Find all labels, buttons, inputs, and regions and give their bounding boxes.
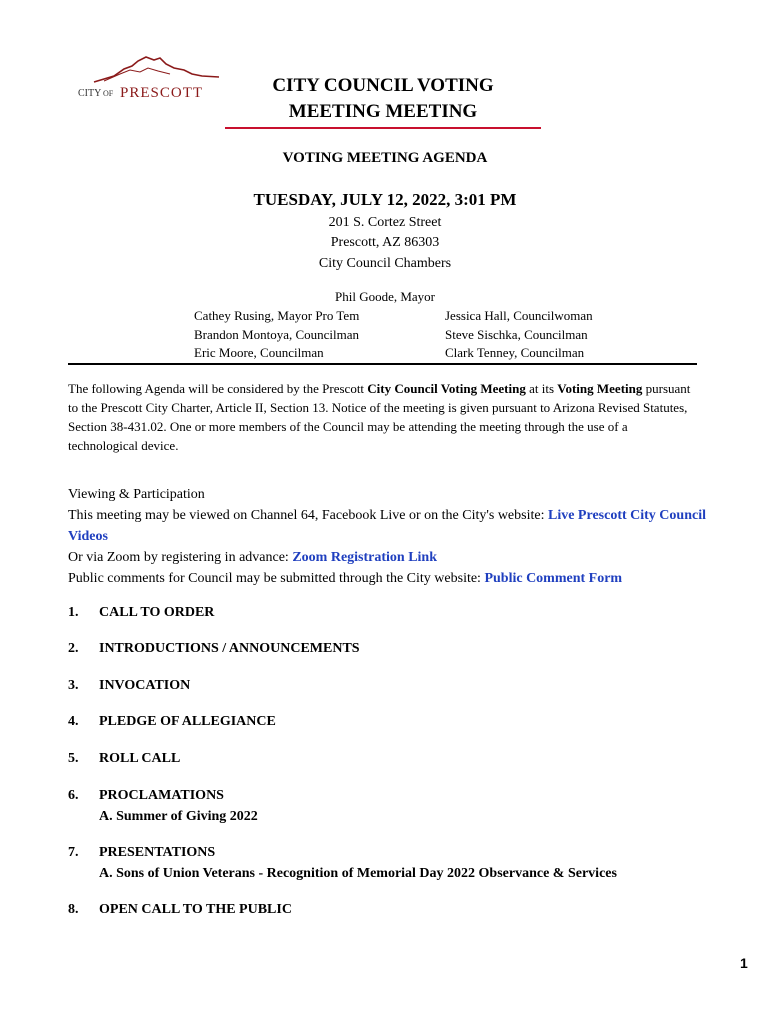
agenda-item-title: INVOCATION — [99, 678, 191, 693]
address-line-2: Prescott, AZ 86303 — [330, 235, 440, 250]
intro-text: The following Agenda will be considered by the Prescott — [68, 381, 368, 396]
title-line-2: MEETING MEETING — [288, 101, 478, 122]
agenda-sub-item: A. Sons of Union Veterans - Recognition of Memorial Day 2022 Observance & Services — [99, 866, 617, 881]
council-member: Cathey Rusing, Mayor Pro Tem — [194, 308, 360, 323]
viewing-line-comments — [68, 568, 708, 589]
council-member: Jessica Hall, Councilwoman — [445, 308, 593, 323]
agenda-item-title: PLEDGE OF ALLEGIANCE — [99, 714, 276, 729]
page-title — [225, 73, 541, 125]
agenda-heading: VOTING MEETING AGENDA — [282, 150, 488, 166]
intro-text: at its — [525, 381, 558, 396]
title-underline — [225, 127, 541, 129]
council-member: Eric Moore, Councilman — [194, 345, 324, 360]
mountain-logo-icon — [74, 52, 224, 102]
intro-bold-meeting: City Council Voting Meeting — [367, 381, 526, 396]
page-number: 1 — [740, 955, 748, 971]
title-line-1: CITY COUNCIL VOTING — [272, 75, 494, 96]
agenda-item-title: PROCLAMATIONS — [99, 788, 224, 803]
intro-paragraph — [68, 379, 698, 455]
intro-text: pursuant to the Prescott City Charter, Article II, Section 13. Notice of the meeting is given pursuant to Arizona Revised Statutes, Section 38-431.02. One or more members of the Council may be attending the meeting through the use of a technological device. — [68, 381, 691, 453]
agenda-sub-item: A. Summer of Giving 2022 — [99, 809, 258, 824]
mayor-name: Phil Goode, Mayor — [334, 289, 436, 304]
viewing-text: Public comments for Council may be submitted through the City website: — [68, 571, 485, 586]
council-member: Steve Sischka, Councilman — [445, 327, 588, 342]
live-videos-link[interactable]: Live Prescott City Council Videos — [68, 508, 706, 544]
meeting-date: TUESDAY, JULY 12, 2022, 3:01 PM — [253, 190, 517, 209]
agenda-item-number: 3. — [68, 678, 79, 693]
agenda-item-title: OPEN CALL TO THE PUBLIC — [99, 902, 292, 917]
agenda-item-number: 5. — [68, 751, 79, 766]
logo-of: OF — [103, 89, 114, 98]
intro-bold-voting: Voting Meeting — [557, 381, 643, 396]
viewing-text: This meeting may be viewed on Channel 64, Facebook Live or on the City's website: — [68, 508, 548, 523]
address-line-1: 201 S. Cortez Street — [328, 215, 442, 230]
logo-name: PRESCOTT — [120, 85, 204, 101]
viewing-text: Or via Zoom by registering in advance: — [68, 550, 293, 565]
agenda-item-title: INTRODUCTIONS / ANNOUNCEMENTS — [99, 641, 360, 656]
agenda-item-number: 1. — [68, 605, 79, 620]
agenda-item-number: 6. — [68, 788, 79, 803]
agenda-item-title: ROLL CALL — [99, 751, 181, 766]
viewing-line-channel — [68, 505, 708, 547]
viewing-paragraph — [68, 505, 708, 589]
council-member: Clark Tenney, Councilman — [445, 345, 585, 360]
council-member: Brandon Montoya, Councilman — [194, 327, 360, 342]
address-line-3: City Council Chambers — [318, 256, 452, 271]
section-divider — [68, 363, 697, 365]
agenda-item-number: 7. — [68, 845, 79, 860]
logo-prefix: CITY — [78, 88, 102, 99]
agenda-item-number: 8. — [68, 902, 79, 917]
zoom-registration-link[interactable]: Zoom Registration Link — [292, 550, 438, 565]
viewing-line-zoom — [68, 547, 708, 568]
public-comment-form-link[interactable]: Public Comment Form — [484, 571, 623, 586]
agenda-item-number: 2. — [68, 641, 79, 656]
agenda-item-title: PRESENTATIONS — [99, 845, 216, 860]
agenda-item-title: CALL TO ORDER — [99, 605, 215, 620]
city-of-prescott-logo — [74, 52, 224, 102]
viewing-heading: Viewing & Participation — [68, 487, 205, 502]
agenda-item-number: 4. — [68, 714, 79, 729]
